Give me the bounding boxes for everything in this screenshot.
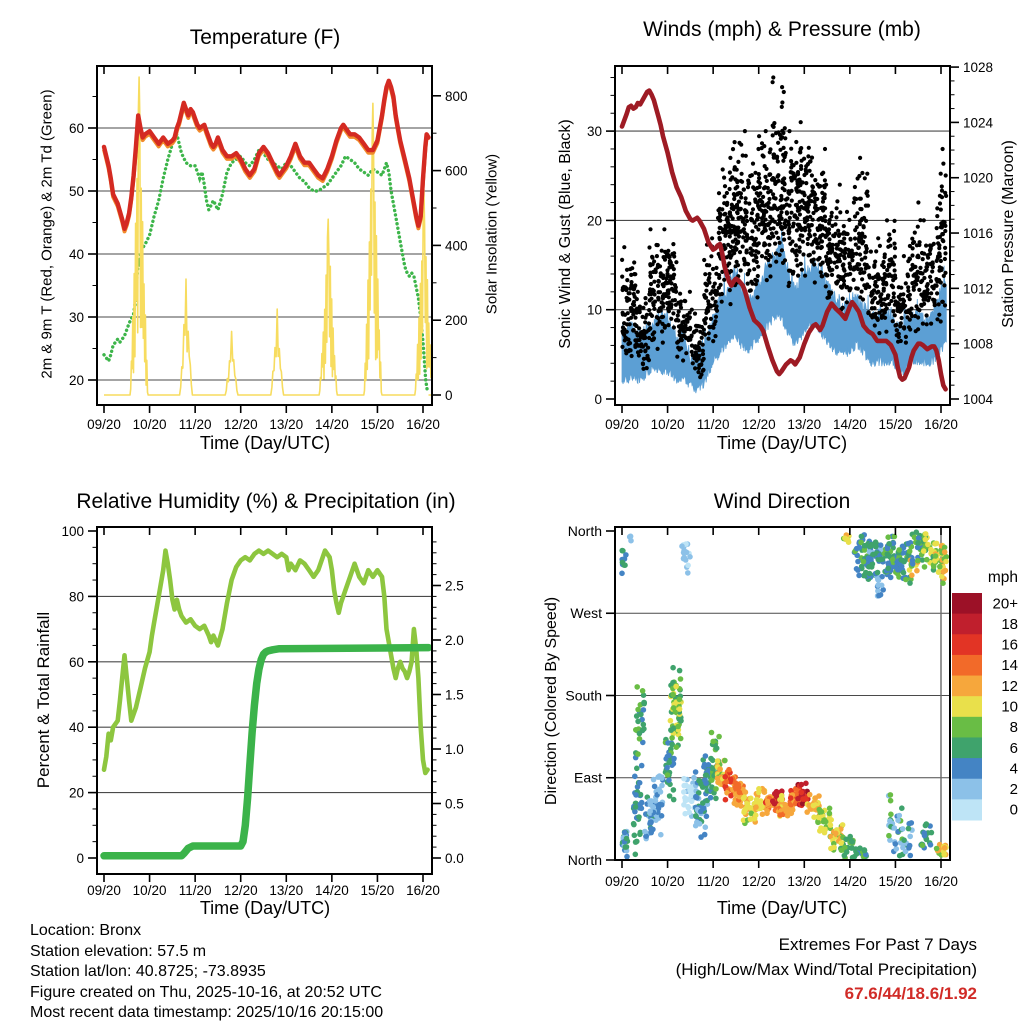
- svg-text:11/20: 11/20: [696, 417, 730, 432]
- svg-text:15/20: 15/20: [878, 874, 913, 889]
- svg-text:0: 0: [76, 851, 84, 866]
- svg-text:14/20: 14/20: [314, 883, 349, 898]
- svg-text:12/20: 12/20: [741, 417, 776, 432]
- svg-text:16/20: 16/20: [406, 883, 440, 898]
- svg-text:60: 60: [68, 121, 84, 136]
- svg-text:12/20: 12/20: [741, 874, 776, 889]
- temperature-title: Temperature (F): [189, 26, 341, 49]
- svg-text:East: East: [573, 769, 602, 786]
- svg-text:40: 40: [68, 720, 84, 736]
- svg-text:1012: 1012: [963, 281, 994, 297]
- svg-text:40: 40: [68, 247, 84, 262]
- svg-text:15/20: 15/20: [360, 417, 395, 432]
- svg-text:09/20: 09/20: [605, 874, 639, 889]
- time-axis-label-bl: Time (Day/UTC): [199, 898, 331, 918]
- extremes-subheading: (High/Low/Max Wind/Total Precipitation): [675, 959, 977, 979]
- svg-text:10/20: 10/20: [650, 874, 685, 889]
- station-elevation: Station elevation: 57.5 m: [30, 942, 207, 960]
- svg-text:600: 600: [445, 163, 468, 179]
- station-latlon: Station lat/lon: 40.8725; -73.8935: [30, 963, 266, 980]
- humidity-precip-panel: [40, 485, 500, 925]
- svg-text:0: 0: [594, 392, 602, 407]
- colorbar-title: mph: [987, 569, 1018, 586]
- svg-text:10/20: 10/20: [650, 417, 685, 432]
- svg-text:400: 400: [445, 238, 468, 254]
- wind-direction-title: Wind Direction: [713, 490, 851, 513]
- svg-text:20: 20: [586, 213, 602, 229]
- svg-text:20: 20: [68, 785, 84, 801]
- station-info: [30, 921, 383, 1024]
- svg-text:8: 8: [1009, 719, 1018, 737]
- svg-text:10/20: 10/20: [132, 883, 167, 898]
- svg-text:10/20: 10/20: [132, 417, 167, 432]
- svg-text:0: 0: [1009, 801, 1018, 819]
- time-axis-label-tl: Time (Day/UTC): [199, 433, 331, 453]
- svg-text:10: 10: [1001, 698, 1018, 716]
- svg-text:1.5: 1.5: [445, 687, 464, 703]
- svg-text:1.0: 1.0: [445, 742, 464, 757]
- svg-text:4: 4: [1009, 760, 1018, 778]
- weather-dashboard: 20 30 40 50 60 0 200 400 600 800 09/20 10/20 11/20 12/20 13/20 14/20 15/20 16/20 0 10 20 30 1004 1008 1012 1016 1020 1024 1028 09/20 10/20 11/20 12/20 13/20 14/20 15/20 16/20 0 20 40 60 80 100 0.0 0.5 1.0 1.5 2.0 2.5 09/20 10/20 11/20 12/20 13/20 14/20 15/20 16/20 North West South East North 09/20 10/20 11/20 12/20 13/20 14/20 15/20 16/20 20+ 18 16 14 12 10 8 6 4 2 0 mph Temperature (F) Winds (mph) & Pressure (mb) Relative Humidity (%) & Precipitation (in) Wind Direction 2m & 9m T (Red, Orange) & 2m Td (Green) Solar Insolation (Yellow) Sonic Wind & Gust (Blue, Black) Station Pressure (Maroon) Percent & Total Rainfall Direction (Colored By Speed) Time (Day/UTC) Time (Day/UTC) Time (Day/UTC) Time (Day/UTC) Location: Bronx Station elevation: 57.5 m Station lat/lon: 40.8725; -73.8935 Figure created on Thu, 2025-10-16, at 20:52 UTC Most recent data timestamp: 2025/10/16 20:15:00 Extremes For Past 7 Days (High/Low/Max Wind/Total Precipitation) 67.6/44/18.6/1.92: [0, 0, 1024, 1024]
- svg-text:100: 100: [61, 524, 84, 539]
- extremes-values: 67.6/44/18.6/1.92: [844, 984, 977, 1003]
- svg-text:13/20: 13/20: [269, 883, 304, 898]
- svg-text:1020: 1020: [963, 170, 994, 186]
- humidity-precip-title: Relative Humidity (%) & Precipitation (in): [76, 490, 456, 513]
- svg-text:13/20: 13/20: [787, 417, 822, 432]
- svg-text:09/20: 09/20: [605, 417, 639, 432]
- svg-text:10: 10: [586, 302, 602, 318]
- svg-text:1028: 1028: [963, 60, 994, 76]
- winds-pressure-panel: [555, 20, 1015, 460]
- extremes-summary: [676, 933, 977, 1007]
- svg-text:6: 6: [1009, 739, 1018, 757]
- svg-text:800: 800: [445, 88, 468, 104]
- svg-text:09/20: 09/20: [87, 417, 121, 432]
- svg-text:18: 18: [1001, 615, 1018, 633]
- svg-text:South: South: [565, 687, 602, 704]
- svg-text:14/20: 14/20: [832, 417, 867, 432]
- svg-text:30: 30: [586, 124, 602, 140]
- svg-text:16: 16: [1001, 636, 1018, 654]
- svg-text:West: West: [570, 605, 602, 622]
- svg-text:60: 60: [68, 654, 84, 670]
- svg-text:80: 80: [68, 589, 84, 605]
- svg-text:1024: 1024: [963, 115, 994, 131]
- svg-text:200: 200: [445, 313, 468, 329]
- svg-text:12/20: 12/20: [223, 883, 258, 898]
- svg-text:1008: 1008: [963, 336, 994, 352]
- svg-text:16/20: 16/20: [924, 874, 958, 889]
- data-timestamp: Most recent data timestamp: 2025/10/16 20:15:00: [30, 1004, 384, 1021]
- svg-text:14/20: 14/20: [314, 417, 349, 432]
- svg-text:11/20: 11/20: [696, 874, 730, 889]
- svg-text:1016: 1016: [963, 226, 994, 242]
- svg-text:North: North: [567, 522, 602, 539]
- svg-text:16/20: 16/20: [924, 417, 958, 432]
- time-axis-label-tr: Time (Day/UTC): [716, 433, 848, 453]
- temperature-panel: [40, 20, 500, 460]
- svg-text:0.5: 0.5: [445, 796, 464, 812]
- svg-text:12: 12: [1001, 677, 1018, 695]
- svg-text:North: North: [567, 852, 602, 868]
- svg-text:0: 0: [445, 388, 453, 403]
- wind-direction-panel: [555, 485, 1015, 925]
- svg-text:11/20: 11/20: [178, 883, 212, 898]
- svg-text:20: 20: [68, 373, 84, 388]
- figure-created: Figure created on Thu, 2025-10-16, at 20:52 UTC: [30, 983, 382, 1001]
- svg-text:16/20: 16/20: [406, 417, 440, 432]
- svg-text:1004: 1004: [963, 392, 994, 407]
- svg-text:12/20: 12/20: [223, 417, 258, 432]
- extremes-heading: Extremes For Past 7 Days: [778, 935, 977, 954]
- svg-text:2.5: 2.5: [445, 578, 464, 594]
- svg-text:30: 30: [68, 310, 84, 325]
- station-location: Location: Bronx: [30, 922, 142, 939]
- winds-pressure-title: Winds (mph) & Pressure (mb): [643, 18, 921, 41]
- svg-text:15/20: 15/20: [360, 883, 395, 898]
- svg-text:13/20: 13/20: [269, 417, 304, 432]
- svg-text:50: 50: [68, 184, 84, 199]
- svg-text:13/20: 13/20: [787, 874, 822, 889]
- svg-text:2.0: 2.0: [445, 633, 464, 648]
- svg-text:14: 14: [1001, 657, 1018, 675]
- time-axis-label-br: Time (Day/UTC): [716, 898, 848, 918]
- svg-text:09/20: 09/20: [87, 883, 121, 898]
- svg-text:11/20: 11/20: [178, 417, 212, 432]
- svg-text:14/20: 14/20: [832, 874, 867, 889]
- svg-text:0.0: 0.0: [445, 851, 464, 866]
- svg-text:20+: 20+: [992, 595, 1018, 613]
- svg-text:15/20: 15/20: [878, 417, 913, 432]
- svg-text:2: 2: [1009, 781, 1018, 799]
